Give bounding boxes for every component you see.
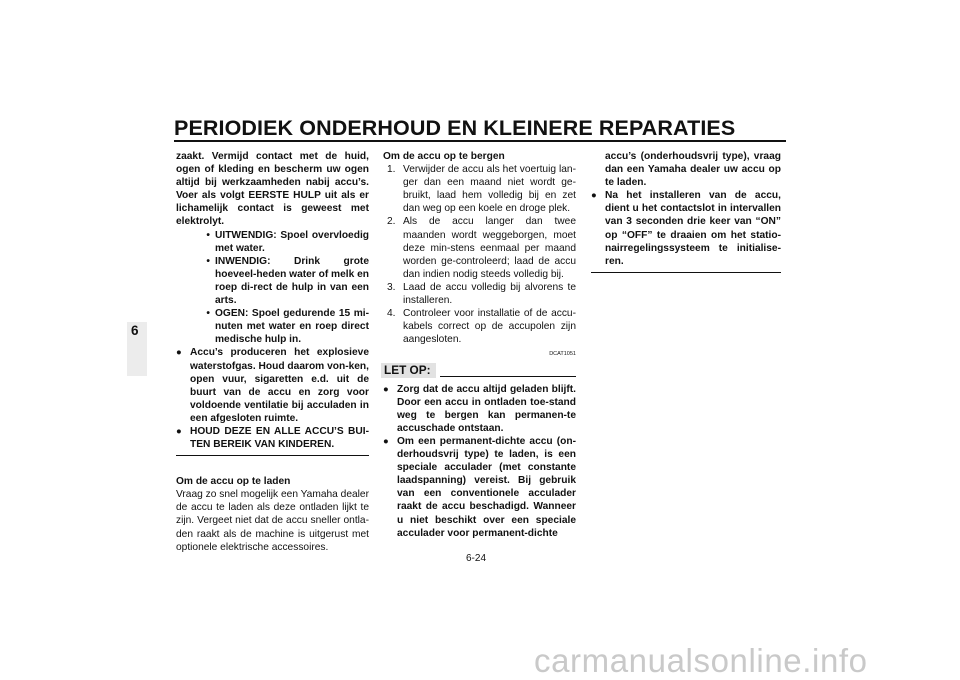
bullet-icon: ● bbox=[383, 435, 389, 447]
page-number: 6-24 bbox=[466, 553, 487, 564]
sub-bullet: • UITWENDIG: Spoel overvloedig met water. bbox=[206, 229, 369, 254]
step-item: 4. Controleer voor installatie of de accu-kabels correct op de accupolen zijn aangesloten. bbox=[387, 308, 576, 346]
bullet-item: ● HOUD DEZE EN ALLE ACCU’S BUI-TEN BEREIK VAN KINDEREN. bbox=[176, 425, 369, 451]
charge-text: Vraag zo snel mogelijk een Yamaha dealer de accu te laden als deze ontladen lijkt te zijn. Vergeet niet dat de accu sneller ontla-den raakt als de machine is uitgerust met optionele elektrische accessoires. bbox=[176, 489, 369, 553]
notice-rule bbox=[440, 363, 576, 377]
page-title: PERIODIEK ONDERHOUD EN KLEINERE REPARATIES bbox=[174, 116, 736, 140]
notice-bullet: ● Om een permanent-dichte accu (on-derhoudsvrij type) te laden, is een speciale acculader (met constante laadspanning) vereist. Bij gebruik van een conventionele acculader raakt de accu beschadigd. Wanneer u niet beschikt over een speciale acculader voor permanent-dichte bbox=[383, 435, 576, 539]
notice-bullet: ● Zorg dat de accu altijd geladen blijft. Door een accu in ontladen toe-stand weg te bergen kan permanen-te accuschade ontstaan. bbox=[383, 383, 576, 434]
bullet-icon: ● bbox=[383, 383, 389, 395]
step-item: 3. Laad de accu volledig bij alvorens te installeren. bbox=[387, 281, 576, 307]
notice-header bbox=[383, 363, 576, 378]
watermark: carmanualsonline.info bbox=[534, 642, 868, 679]
column-3 bbox=[591, 150, 781, 273]
bullet-icon: ● bbox=[591, 190, 597, 202]
bullet-icon: ● bbox=[176, 347, 182, 359]
warning-text: zaakt. Vermijd contact met de huid, ogen of kleding en bescherm uw ogen altijd bij werkzaamheden nabij accu’s. Voer als volgt EERSTE HULP uit als er lichamelijk contact is geweest met elektrolyt. bbox=[176, 151, 369, 228]
title-underline bbox=[174, 140, 786, 142]
bullet-item: ● Accu’s produceren het explosieve waterstofgas. Houd daarom von-ken, open vuur, sigaretten e.d. uit de buurt van de accu en zorg voor voldoende ventilatie bij acculaden in een afgesloten ruimte. bbox=[176, 347, 369, 424]
warning-end-rule bbox=[176, 455, 369, 456]
notice-label: LET OP: bbox=[381, 363, 436, 378]
charge-heading: Om de accu op te laden bbox=[176, 476, 291, 488]
chapter-number: 6 bbox=[131, 323, 139, 338]
step-item: 2. Als de accu langer dan twee maanden wordt weggeborgen, moet deze min-stens eenmaal per maand worden ge-controleerd; laad de accu dan indien nodig steeds volledig bij. bbox=[387, 216, 576, 280]
document-code: DCAT1051 bbox=[549, 351, 576, 358]
step-item: 1. Verwijder de accu als het voertuig lan-ger dan een maand niet wordt ge-bruikt, laad hem volledig bij en zet dan weg op een koele en droge plek. bbox=[387, 164, 576, 215]
column-2 bbox=[383, 150, 576, 540]
sub-bullet: • OGEN: Spoel gedurende 15 mi-nuten met water en roep direct medische hulp in. bbox=[206, 308, 369, 346]
notice-end-rule bbox=[591, 272, 781, 273]
column-1 bbox=[176, 150, 369, 554]
bullet-icon: ● bbox=[176, 425, 182, 437]
notice-bullet: ● Na het installeren van de accu, dient u het contactslot in intervallen van 3 seconden drie keer van “ON” op “OFF” te draaien om het statio-nairregelingssysteem te initialise-ren. bbox=[591, 190, 781, 267]
store-heading: Om de accu op te bergen bbox=[383, 151, 505, 162]
notice-continued: accu’s (onderhoudsvrij type), vraag dan een Yamaha dealer uw accu op te laden. bbox=[605, 151, 781, 189]
sub-bullet: • INWENDIG: Drink grote hoeveel-heden water of melk en roep di-rect de hulp in van een arts. bbox=[206, 255, 369, 307]
